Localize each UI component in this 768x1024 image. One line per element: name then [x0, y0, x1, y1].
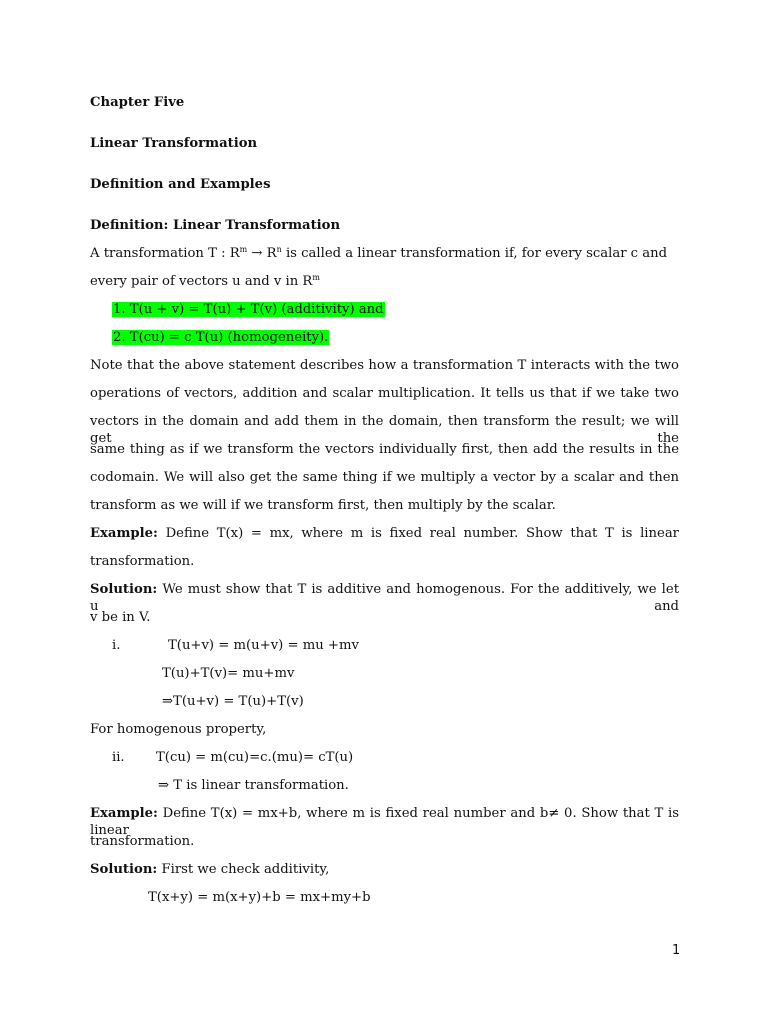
note-line: vectors in the domain and add them in the domain, then transform the result; we will get the: [90, 414, 679, 446]
example-2-solution: Solution: First we check additivity,: [90, 862, 330, 877]
example-2-statement: Example: Define T(x) = mx+b, where m is fixed real number and b≠ 0. Show that T is linear: [90, 806, 679, 838]
example-1-solution-cont: v be in V.: [90, 610, 151, 625]
step-ii: ii. T(cu) = m(cu)=c.(mu)= cT(u): [112, 750, 354, 765]
definition-item-homogeneity: [112, 329, 679, 346]
example-1-solution: Solution: We must show that T is additive and homogenous. For the additively, we let u and: [90, 582, 679, 614]
step-i-line-3: ⇒T(u+v) = T(u)+T(v): [162, 694, 304, 709]
page-number: 1: [672, 943, 681, 958]
note-line: transform as we will if we transform first, then multiply by the scalar.: [90, 498, 556, 513]
step-i: i. T(u+v) = m(u+v) = mu +mv: [112, 638, 359, 653]
highlight: 2. T(cu) = c T(u) (homogeneity).: [113, 330, 329, 345]
note-line: same thing as if we transform the vectors individually first, then add the results in the: [90, 442, 679, 457]
step-label: ii.: [112, 750, 125, 765]
definition-heading: Definition: Linear Transformation: [90, 218, 341, 233]
example-2-statement-cont: transformation.: [90, 834, 195, 849]
step-ii-conclusion: ⇒ T is linear transformation.: [158, 778, 349, 793]
step-i-line-2: T(u)+T(v)= mu+mv: [162, 666, 295, 681]
highlight: 1. T(u + v) = T(u) + T(v) (additivity) and: [113, 302, 384, 317]
note-line: codomain. We will also get the same thing if we multiply a vector by a scalar and then: [90, 470, 679, 485]
note-line: Note that the above statement describes how a transformation T interacts with the two: [90, 358, 679, 373]
definition-item-additivity: [112, 301, 679, 318]
definition-line-1: A transformation T : $R^m \to R^n$ is called a linear transformation if, for every scalar c and: [90, 245, 668, 261]
step-label: i.: [112, 638, 121, 653]
example-2-equation: T(x+y) = m(x+y)+b = mx+my+b: [148, 890, 371, 905]
homogenous-intro: For homogenous property,: [90, 722, 267, 737]
definition-line-2: every pair of vectors u and v in $R^m$: [90, 273, 320, 289]
section-heading: Definition and Examples: [90, 177, 271, 192]
chapter-heading: Chapter Five: [90, 95, 185, 110]
example-1-statement: Example: Define T(x) = mx, where m is fixed real number. Show that T is linear: [90, 526, 679, 541]
note-line: operations of vectors, addition and scalar multiplication. It tells us that if we take two: [90, 386, 679, 401]
example-1-statement-cont: transformation.: [90, 554, 195, 569]
chapter-title: Linear Transformation: [90, 136, 258, 151]
